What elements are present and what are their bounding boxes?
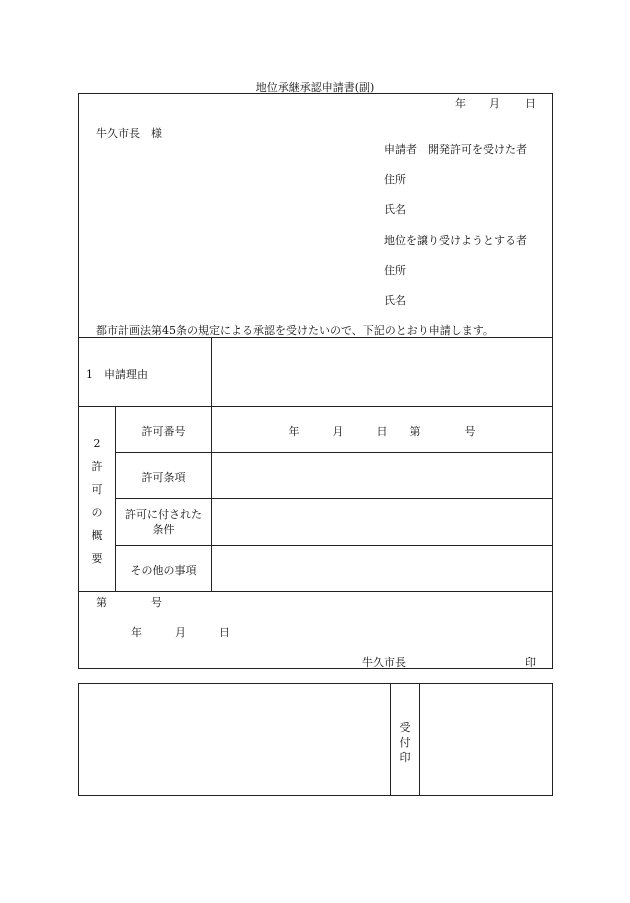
receipt-label — [391, 720, 419, 765]
overview-row-label: 許可番号 — [141, 425, 186, 438]
receipt-box — [78, 683, 553, 796]
divider — [419, 683, 420, 796]
date-year: 年 — [455, 97, 466, 110]
footer-mayor: 牛久市長 — [362, 656, 406, 669]
date-day: 日 — [525, 97, 536, 110]
permit-clause-value[interactable] — [212, 453, 552, 498]
document-title: 地位承継承認申請書(副) — [255, 81, 375, 94]
other-matters-value[interactable] — [212, 546, 552, 591]
successor-name-label: 氏名 — [384, 294, 406, 307]
footer-seal: 印 — [525, 656, 536, 669]
date-month: 月 — [489, 97, 500, 110]
reason-label: 1 申請理由 — [86, 368, 148, 381]
permit-number-value[interactable]: 年 月 日 第 号 — [288, 425, 476, 438]
overview-row-label: その他の事項 — [130, 564, 197, 577]
footer-date-line: 年 月 日 — [131, 626, 230, 639]
applicant-heading: 申請者 開発許可を受けた者 — [384, 143, 527, 156]
applicant-address-label: 住所 — [384, 173, 406, 186]
applicant-name-label: 氏名 — [384, 203, 406, 216]
overview-section-text: 2 許 可 の 概 要 — [91, 437, 103, 565]
overview-row-label: 許可条項 — [141, 471, 186, 484]
reason-value[interactable] — [212, 338, 552, 405]
overview-section-label — [79, 432, 115, 570]
overview-row-label: 許可に付された 条件 — [125, 508, 202, 536]
successor-heading: 地位を譲り受けようとする者 — [384, 234, 527, 247]
receipt-label-text: 受 付 印 — [399, 721, 411, 764]
successor-address-label: 住所 — [384, 264, 406, 277]
addressee: 牛久市長 様 — [96, 127, 162, 140]
divider — [78, 591, 553, 592]
statement-text: 都市計画法第45条の規定による承認を受けたいので、下記のとおり申請します。 — [96, 324, 494, 337]
divider — [78, 406, 553, 407]
footer-number-line: 第 号 — [96, 596, 162, 609]
permit-conditions-value[interactable] — [212, 499, 552, 545]
